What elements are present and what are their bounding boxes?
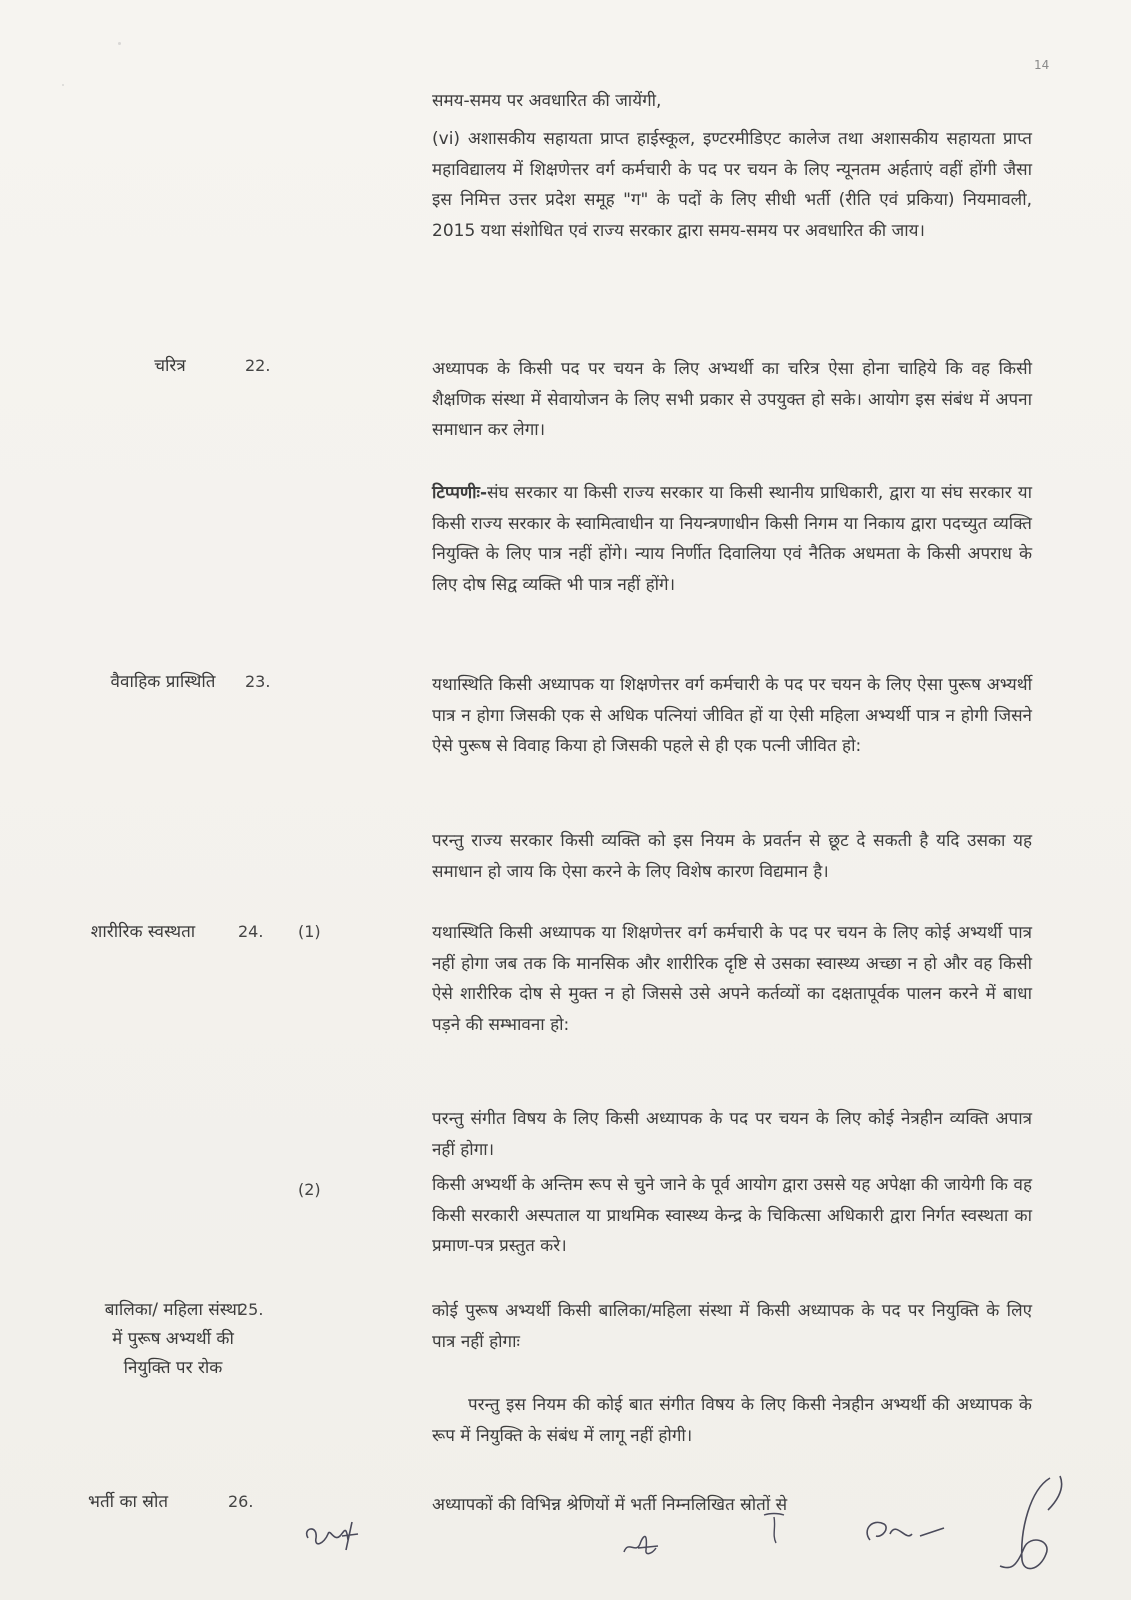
rule-24-1-proviso (432, 1104, 1032, 1165)
side-heading-recruitment-source: भर्ती का स्रोत (88, 1492, 169, 1512)
para-b5: परन्तु राज्य सरकार किसी व्यक्ति को इस नियम के प्रवर्तन से छूट दे सकती है यदि उसका यह समाधान हो जाय कि ऐसा करने के लिए विशेष कारण विद्यमान है। (432, 831, 1032, 882)
side-heading-girls-institution: बालिका/ महिला संस्था में पुरूष अभ्यर्थी की नियुक्ति पर रोक (104, 1300, 242, 1378)
handwritten-signature (990, 1470, 1080, 1580)
clause-vi (432, 124, 1032, 246)
rule-number-26: 26. (228, 1492, 254, 1511)
para-b3: संघ सरकार या किसी राज्य सरकार या किसी स्थानीय प्राधिकारी, द्वारा या संघ सरकार या किसी राज्य सरकार के स्वामित्वाधीन या नियन्त्रणाधीन किसी निगम या निकाय द्वारा पदच्युत व्यक्ति नियुक्ति के लिए पात्र नहीं होंगे। न्याय निर्णीत दिवालिया एवं नैतिक अधमता के किसी अपराध के लिए दोष सिद्व व्यक्ति भी पात्र नहीं होंगे। (432, 483, 1032, 595)
scan-speck (118, 42, 121, 45)
note-label: टिप्पणीः- (432, 483, 488, 503)
handwritten-initials-2 (618, 1518, 668, 1563)
rule-22-text (432, 354, 1032, 446)
para-b9: कोई पुरूष अभ्यर्थी किसी बालिका/महिला संस्था में किसी अध्यापक के पद पर नियुक्ति के लिए पात्र नहीं होगाः (432, 1301, 1032, 1352)
rule-22-note (432, 478, 1032, 600)
rule-24-1-text (432, 918, 1032, 1040)
handwritten-initials-1 (300, 1510, 370, 1560)
handwritten-mark-3 (756, 1505, 796, 1550)
para-b6: यथास्थिति किसी अध्यापक या शिक्षणेत्तर वर्ग कर्मचारी के पद पर चयन के लिए कोई अभ्यर्थी पात्र नहीं होगा जब तक कि मानसिक और शारीरिक दृष्टि से उसका स्वास्थ्य अच्छा न हो और वह किसी ऐसे शारीरिक दोष से मुक्त न हो जिससे उसे अपने कर्तव्यों का दक्षतापूर्वक पालन करने में बाधा पड़ने की सम्भावना हो: (432, 923, 1032, 1035)
rule-23-proviso (432, 826, 1032, 887)
scan-speck (62, 84, 64, 86)
side-heading-marital-status: वैवाहिक प्रास्थिति (110, 672, 216, 692)
para-b1: (vi) अशासकीय सहायता प्राप्त हाईस्कूल, इण्टरमीडिएट कालेज तथा अशासकीय सहायता प्राप्त महाविद्यालय में शिक्षणेत्तर वर्ग कर्मचारी के पद पर चयन के लिए न्यूनतम अर्हताएं वहीं होंगी जैसा इस निमित्त उत्तर प्रदेश समूह "ग" के पदों के लिए सीधी भर्ती (रीति एवं प्रकिया) नियमावली, 2015 यथा संशोधित एवं राज्य सरकार द्वारा समय-समय पर अवधारित की जाय। (432, 129, 1032, 241)
para-b11: अध्यापकों की विभिन्न श्रेणियों में भर्ती निम्नलिखित स्रोतों से (432, 1495, 788, 1515)
para-b10: परन्तु इस नियम की कोई बात संगीत विषय के लिए किसी नेत्रहीन अभ्यर्थी की अध्यापक के रूप में नियुक्ति के संबंध में लागू नहीं होगी। (432, 1395, 1032, 1446)
rule-25-text (432, 1296, 1032, 1357)
para-b7: परन्तु संगीत विषय के लिए किसी अध्यापक के पद पर चयन के लिए कोई नेत्रहीन व्यक्ति अपात्र नहीं होगा। (432, 1109, 1032, 1160)
rule-23-text (432, 670, 1032, 762)
para-b4: यथास्थिति किसी अध्यापक या शिक्षणेत्तर वर्ग कर्मचारी के पद पर चयन के लिए ऐसा पुरूष अभ्यर्थी पात्र न होगा जिसकी एक से अधिक पत्नियां जीवित हों या ऐसी महिला अभ्यर्थी पात्र न होगी जिसने ऐसे पुरूष से विवाह किया हो जिसकी पहले से ही एक पत्नी जीवित हो: (432, 675, 1032, 756)
rule-24-2-text (432, 1170, 1032, 1262)
handwritten-initials-4 (860, 1490, 960, 1560)
rule-number-24: 24. (238, 922, 264, 941)
rule-25-proviso (432, 1390, 1032, 1451)
rule-number-22: 22. (245, 356, 271, 375)
para-b2: अध्यापक के किसी पद पर चयन के लिए अभ्यर्थी का चरित्र ऐसा होना चाहिये कि वह किसी शैक्षणिक संस्था में सेवायोजन के लिए सभी प्रकार से उपयुक्त हो सके। आयोग इस संबंध में अपना समाधान कर लेगा। (432, 359, 1032, 440)
rule-number-25: 25. (238, 1300, 264, 1319)
page-number: 14 (1034, 58, 1050, 72)
para-b0: समय-समय पर अवधारित की जायेंगी, (432, 91, 662, 111)
side-heading-character: चरित्र (154, 356, 186, 376)
text-continuation (432, 86, 1032, 117)
side-heading-physical-fitness: शारीरिक स्वस्थता (90, 922, 196, 942)
sub-clause-2: (2) (298, 1180, 321, 1199)
rule-number-23: 23. (245, 672, 271, 691)
sub-clause-1: (1) (298, 922, 321, 941)
para-b8: किसी अभ्यर्थी के अन्तिम रूप से चुने जाने के पूर्व आयोग द्वारा उससे यह अपेक्षा की जायेगी कि वह किसी सरकारी अस्पताल या प्राथमिक स्वास्थ्य केन्द्र के चिकित्सा अधिकारी द्वारा निर्गत स्वस्थता का प्रमाण-पत्र प्रस्तुत करे। (432, 1175, 1032, 1256)
